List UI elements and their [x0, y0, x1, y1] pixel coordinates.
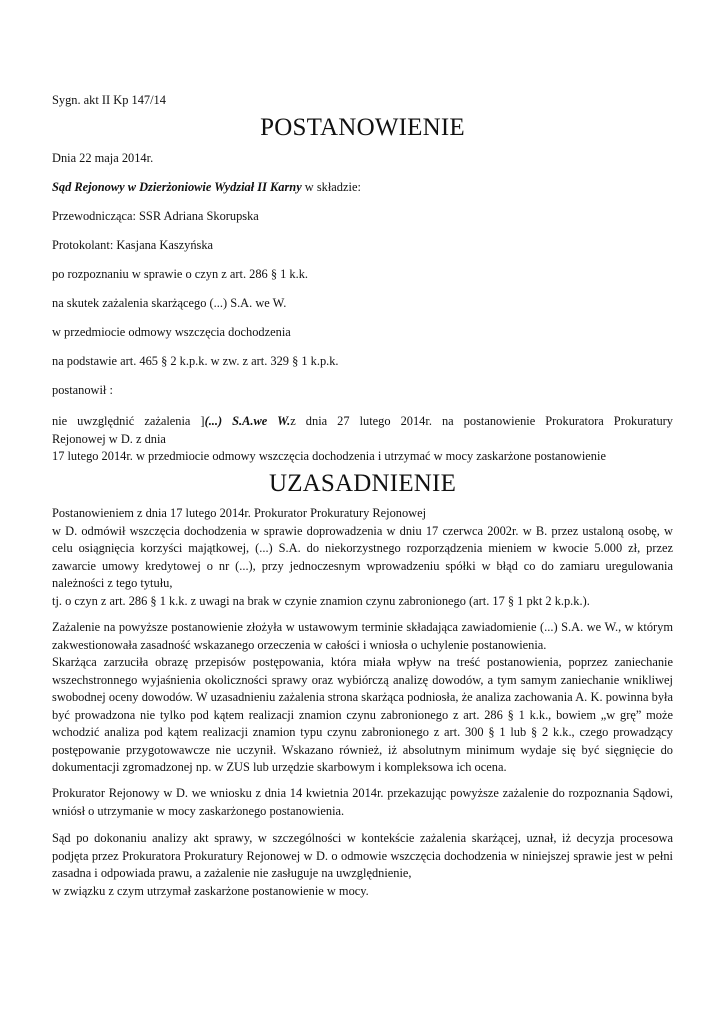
- justification-p5-last-line: w związku z czym utrzymał zaskarżone postanowienie w mocy.: [52, 883, 369, 898]
- justification-p4: Prokurator Rejonowy w D. we wniosku z dnia 14 kwietnia 2014r. przekazując powyższe zażalenie do rozpoznania Sądowi, wniósł o utrzymanie w mocy zaskarżonego postanowienia.: [52, 786, 673, 818]
- presiding-judge: Przewodnicząca: SSR Adriana Skorupska: [52, 209, 259, 223]
- ruling-prefix: nie uwzględnić zażalenia ]: [52, 414, 205, 428]
- ruling-block: [52, 413, 673, 466]
- justification-p2: Zażalenie na powyższe postanowienie złożyła w ustawowym terminie składająca zawiadomienie (...) S.A. we W., w którym zakwestionowała zasadność wskazanego orzeczenia w całości i wniosła o uchylenie postanowienia.: [52, 620, 673, 652]
- decided-line: postanowił :: [52, 383, 113, 397]
- ruling-line-3: 17 lutego 2014r. w przedmiocie odmowy wszczęcia dochodzenia i utrzymać w mocy zaskarżone postanowienie: [52, 449, 606, 463]
- justification-p1-body: w D. odmówił wszczęcia dochodzenia w sprawie doprowadzenia w dniu 17 czerwca 2002r. w B. przez ustaloną osobę, w celu osiągnięcia korzyści majątkowej, (...) S.A. do niekorzystnego rozporządzenia mieniem w kwocie 5.000 zł, przez zawarcie umowy kredytowej o nr (...), przy jednoczesnym wprowadzeniu spółki w błąd co do zamiaru uregulowania należności z tego tytułu,: [52, 523, 673, 590]
- justification-p1-first-line: Postanowieniem z dnia 17 lutego 2014r. Prokurator Prokuratury Rejonowej: [52, 506, 427, 520]
- case-considered: po rozpoznaniu w sprawie o czyn z art. 286 § 1 k.k.: [52, 267, 308, 281]
- court-line: [52, 179, 673, 197]
- case-reference: Sygn. akt II Kp 147/14: [52, 93, 166, 107]
- court-suffix: w składzie:: [301, 180, 361, 194]
- appeal-subject: w przedmiocie odmowy wszczęcia dochodzenia: [52, 325, 291, 339]
- document-title: POSTANOWIENIE: [260, 114, 465, 141]
- appeal-basis: na skutek zażalenia skarżącego (...) S.A. we W.: [52, 296, 287, 310]
- document-page: [52, 0, 673, 1024]
- court-name: Sąd Rejonowy w Dzierżoniowie Wydział II Karny: [52, 180, 302, 194]
- ruling-party: (...) S.A.we W.: [204, 414, 291, 428]
- justification-paragraph-2-3: [52, 619, 673, 777]
- justification-paragraph-5: [52, 830, 673, 900]
- justification-p1-last-line: tj. o czyn z art. 286 § 1 k.k. z uwagi na brak w czynie znamion czynu zabronionego (art. 17 § 1 pkt 2 k.p.k.).: [52, 593, 590, 608]
- justification-paragraph-1: [52, 505, 673, 610]
- ruling-line-1: [52, 413, 673, 431]
- legal-basis: na podstawie art. 465 § 2 k.p.k. w zw. z art. 329 § 1 k.p.k.: [52, 354, 339, 368]
- ruling-line-2: Rejonowej w D. z dnia: [52, 431, 166, 446]
- date-line: Dnia 22 maja 2014r.: [52, 151, 154, 165]
- ruling-rest: z dnia 27 lutego 2014r. na postanowienie Prokuratora Prokuratury: [290, 414, 674, 428]
- court-clerk: Protokolant: Kasjana Kaszyńska: [52, 238, 214, 252]
- justification-p5-body: Sąd po dokonaniu analizy akt sprawy, w szczególności w kontekście zażalenia skarżącej, uznał, iż decyzja procesowa podjęta przez Prokuratora Prokuratury Rejonowej w D. o odmowie wszczęcia dochodzenia w niniejszej sprawie jest w pełni zasadna i odpowiada prawu, a zażalenie nie zasługuje na uwzględnienie,: [52, 831, 673, 880]
- justification-title: UZASADNIENIE: [268, 470, 457, 497]
- justification-p3: Skarżąca zarzuciła obrazę przepisów postępowania, która miała wpływ na treść postanowienia, poprzez zaniechanie wszechstronnego wyjaśnienia okoliczności sprawy oraz wybiórczą analizę dowodów, a tym samym zaniechanie wnikliwej swobodnej oceny dowodów. W uzasadnieniu zażalenia strona skarżąca podniosła, że analiza zachowania A. K. powinna była być prowadzona nie tylko pod kątem realizacji znamion czynu zabronionego z art. 286 § 1 k.k., bowiem „w grę” może wchodzić analiza pod kątem realizacji znamion typu czynu zabronionego z art. 300 § 1 lub § 2 k.k., czego prowadzący postępowanie przygotowawcze nie uczynił. Wskazano również, iż absolutnym minimum wydaje się być sięgnięcie do dokumentacji zgromadzonej np. w ZUS lub urzędzie skarbowym i kompleksowa ich ocena.: [52, 655, 673, 774]
